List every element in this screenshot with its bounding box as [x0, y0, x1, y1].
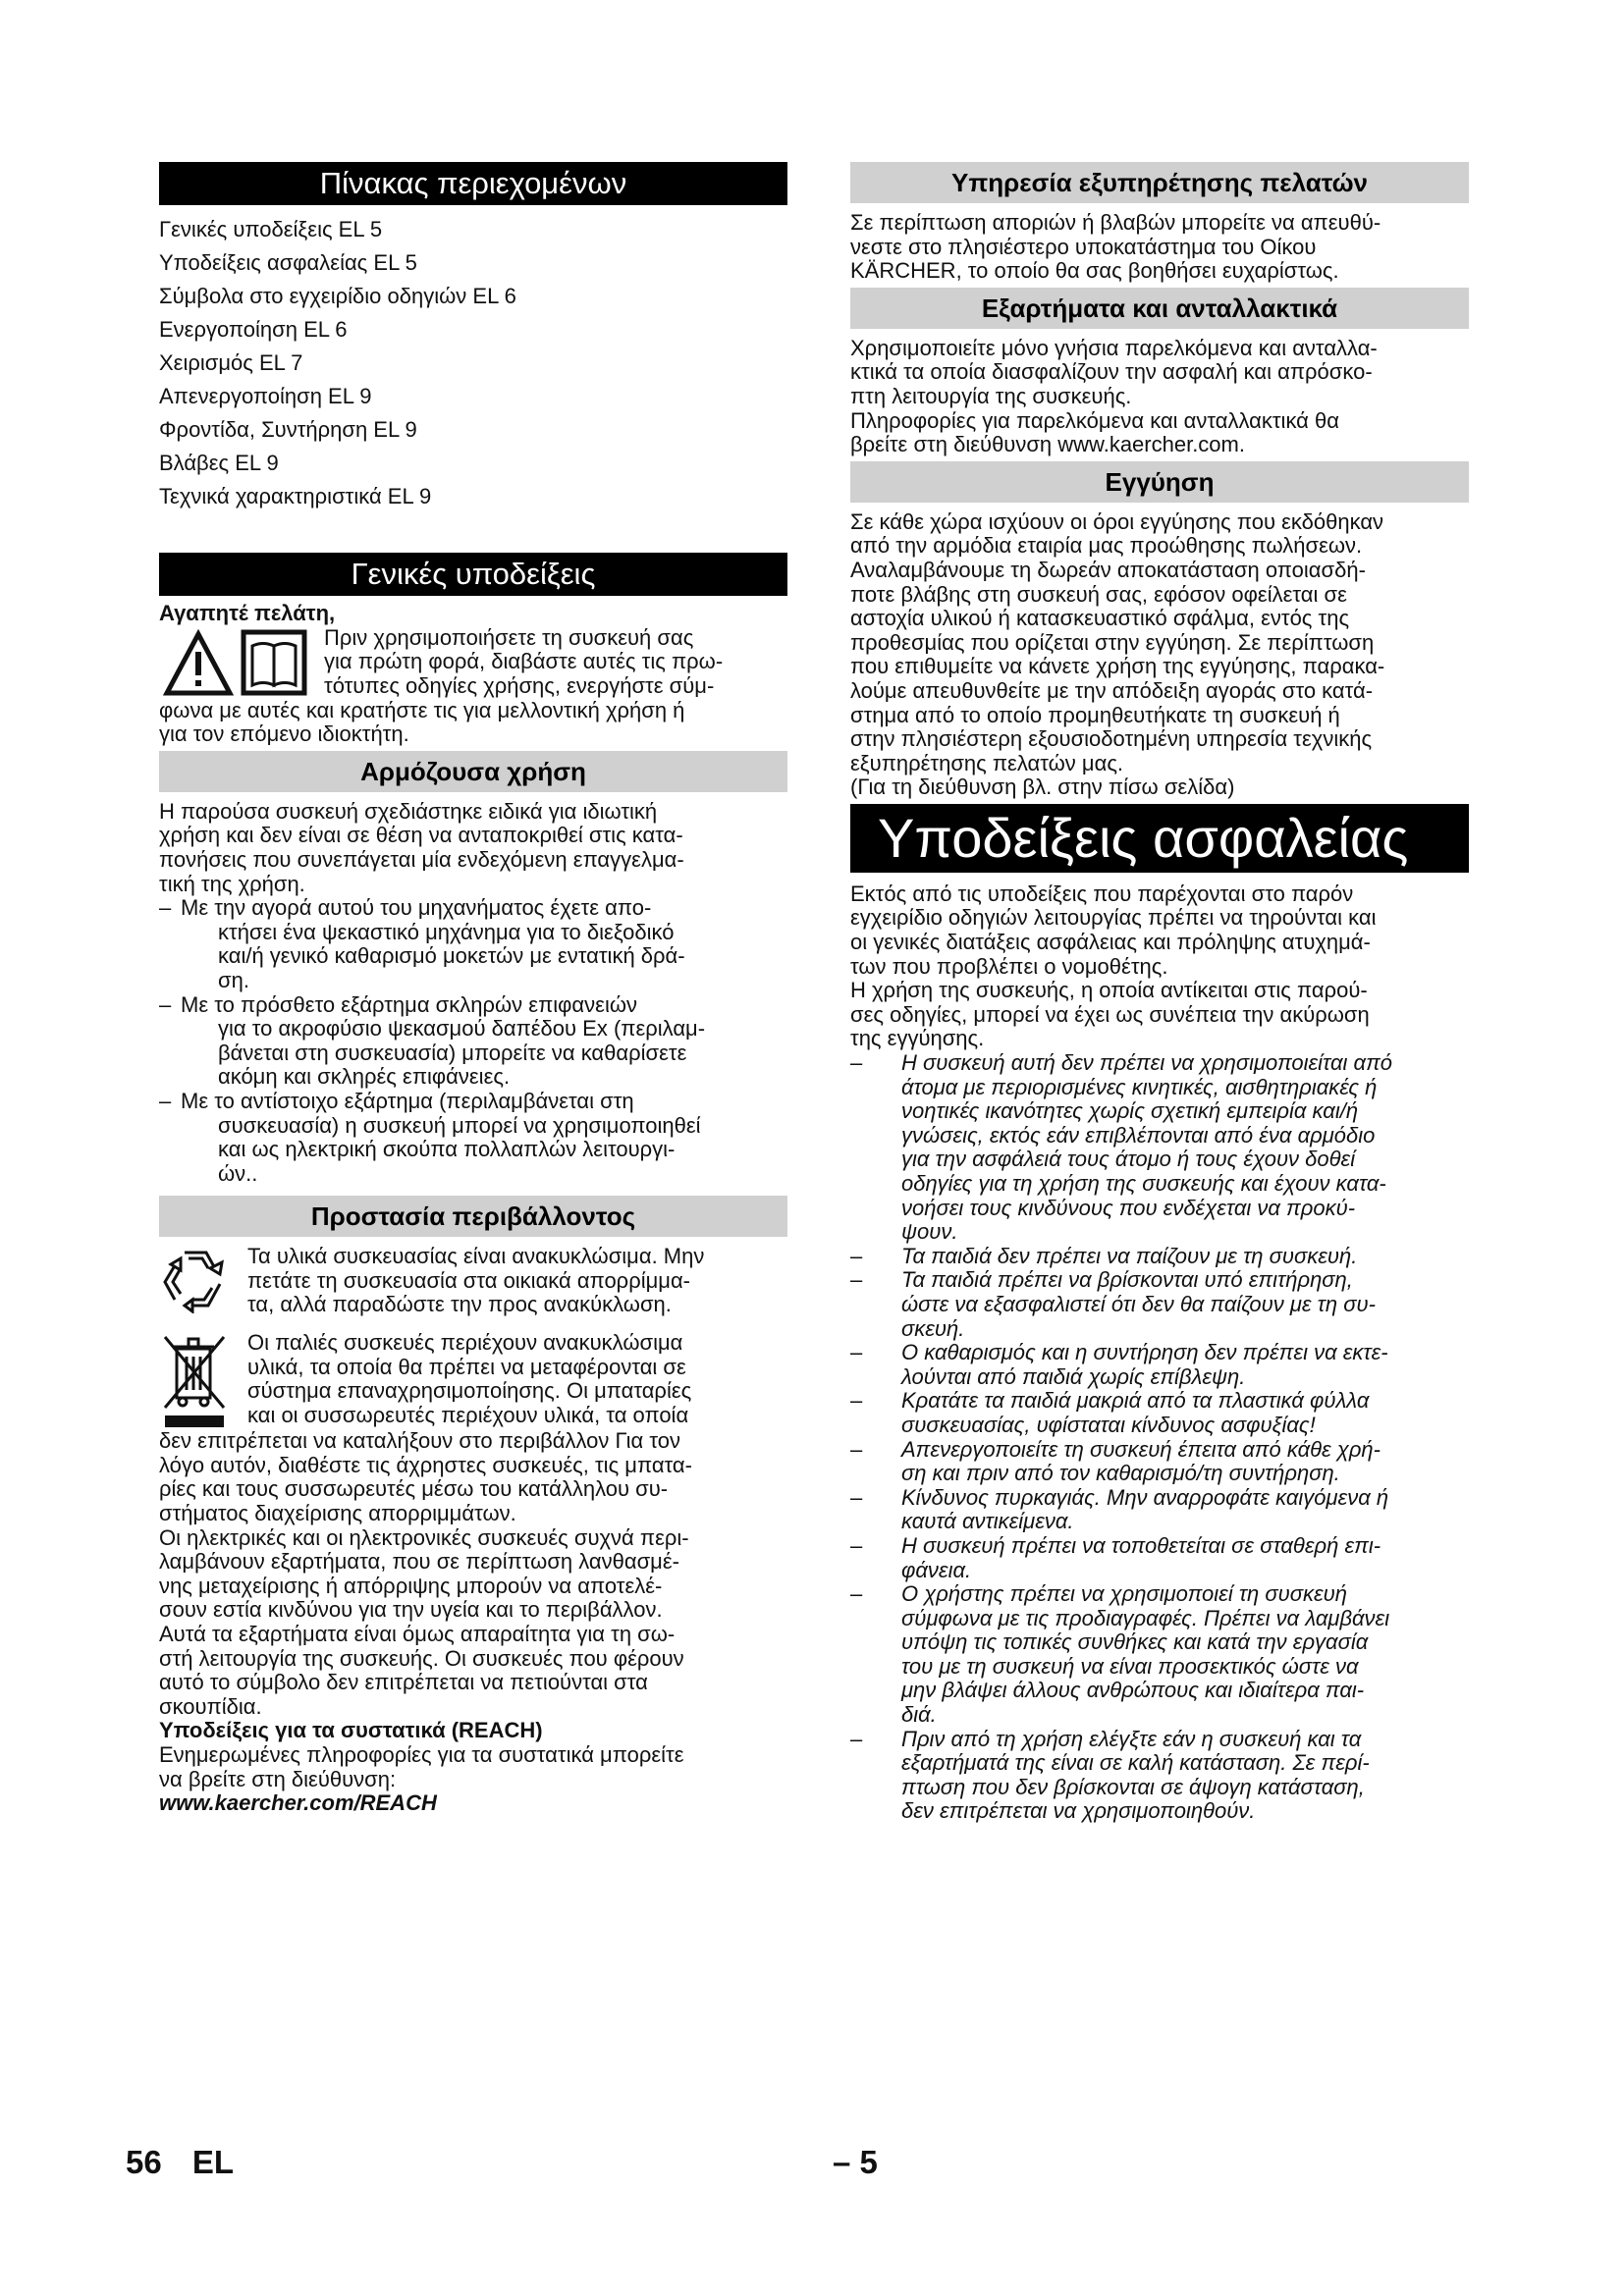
safety-item-line: του με τη συσκευή να είναι προσεκτικός ώστε να — [901, 1653, 1359, 1679]
safety-item: – Τα παιδιά δεν πρέπει να παίζουν με τη συσκευή. — [850, 1245, 1469, 1269]
weee-line: ρίες και τους συσσωρευτές μέσω του κατάλληλου συ- — [159, 1476, 669, 1502]
safety-item: – Απενεργοποιείτε τη συσκευή έπειτα από κάθε χρή- ση και πριν από τον καθαρισμό/τη συντήρηση. — [850, 1438, 1469, 1486]
intro-line: τότυπες οδηγίες χρήσης, ενεργήστε σύμ- — [324, 672, 715, 698]
recycle-icon — [159, 1245, 232, 1313]
accessories-line: βρείτε στη διεύθυνση www.kaercher.com. — [850, 432, 1245, 457]
safety-item-line: γνώσεις, εκτός εάν επιβλέπονται από ένα αρμόδιο — [901, 1122, 1376, 1148]
text-line: Η παρούσα συσκευή σχεδιάστηκε ειδικά για ιδιωτική — [159, 798, 658, 824]
text-line: χρήση και δεν είναι σε θέση να ανταποκριθεί στις κατα- — [159, 823, 683, 848]
safety-item-line: Κρατάτε τα παιδιά μακριά από τα πλαστικά φύλλα — [901, 1388, 1370, 1414]
bullet-line: και/ή γενικό καθαρισμό μοκετών με εντατική δρά- — [218, 943, 685, 969]
general-heading: Γενικές υποδείξεις — [159, 553, 787, 596]
safety-line: της εγγύησης. — [850, 1026, 985, 1051]
weee-line: στή λειτουργία της συσκευής. Οι συσκευές που φέρουν — [159, 1645, 684, 1671]
safety-item-line: Τα παιδιά δεν πρέπει να παίζουν με τη συσκευή. — [901, 1243, 1358, 1268]
weee-line: δεν επιτρέπεται να καταλήξουν στο περιβάλλον Για τον — [159, 1428, 680, 1454]
warranty-line: στημα από το οποίο προμηθευτήκατε τη συσκευή ή — [850, 702, 1340, 727]
weee-line: και οι συσσωρευτές περιέχουν υλικά, τα οποία — [247, 1403, 689, 1428]
accessories-line: πτη λειτουργία της συσκευής. — [850, 383, 1132, 408]
warranty-line: στην πλησιέστερη εξουσιοδοτημένη υπηρεσία τεχνικής — [850, 726, 1373, 752]
safety-line: των που προβλέπει ο νομοθέτης. — [850, 953, 1168, 979]
toc-item: Τεχνικά χαρακτηριστικά EL 9 — [159, 484, 432, 508]
weee-line: σουν εστία κινδύνου για την υγεία και το περιβάλλον. — [159, 1597, 663, 1623]
toc-item: Φροντίδα, Συντήρηση EL 9 — [159, 417, 417, 442]
bullet-line: ών.. — [218, 1160, 258, 1186]
safety-item-line: ψουν. — [901, 1219, 958, 1245]
right-column — [850, 162, 1469, 1824]
footer-left — [126, 2144, 234, 2181]
warranty-line: προθεσμίας που ορίζεται στην εγγύηση. Σε περίπτωση — [850, 629, 1375, 655]
safety-item-line: λούνται από παιδιά χωρίς επίβλεψη. — [901, 1363, 1246, 1389]
crossed-bin-icon — [159, 1331, 232, 1429]
safety-item-line: ση και πριν από τον καθαρισμό/τη συντήρηση. — [901, 1461, 1340, 1486]
weee-line: αυτό το σύμβολο δεν επιτρέπεται να πετιούνται στα — [159, 1670, 648, 1695]
recycle-notice — [159, 1245, 787, 1319]
bullet-line: Με το αντίστοιχο εξάρτημα (περιλαμβάνεται στη — [181, 1088, 634, 1113]
bullet-line: ση. — [218, 967, 249, 992]
toc-item: Ενεργοποίηση EL 6 — [159, 317, 348, 342]
service-line: Σε περίπτωση αποριών ή βλαβών μπορείτε να απευθύ- — [850, 210, 1381, 235]
safety-item: – Ο χρήστης πρέπει να χρησιμοποιεί τη συσκευή σύμφωνα με τις προδιαγραφές. Πρέπει να λαμβάνει υπόψη τις τοπικές συνθήκες και κατά την εργασία του με τη συσκευή να είναι προσεκτικός ώστε να μην βλάψει άλλους ανθρώπους και ιδιαίτερα παι- διά. — [850, 1582, 1469, 1728]
environment-heading: Προστασία περιβάλλοντος — [159, 1196, 787, 1237]
bullet-line: βάνεται στη συσκευασία) μπορείτε να καθαρίσετε — [218, 1040, 687, 1065]
manual-notice — [159, 626, 787, 699]
reach-line: Ενημερωμένες πληροφορίες για τα συστατικά μπορείτε — [159, 1742, 684, 1767]
toc-item: Γενικές υποδείξεις EL 5 — [159, 217, 383, 241]
safety-item-line: δεν επιτρέπεται να χρησιμοποιηθούν. — [901, 1798, 1256, 1824]
section-page-number: – 5 — [833, 2144, 878, 2180]
safety-item-line: Ο καθαρισμός και η συντήρηση δεν πρέπει να εκτε- — [901, 1340, 1388, 1365]
safety-line: εγχειρίδιο οδηγιών λειτουργίας πρέπει να τηρούνται και — [850, 905, 1377, 931]
weee-line: Οι ηλεκτρικές και οι ηλεκτρονικές συσκευές συχνά περι- — [159, 1524, 689, 1550]
safety-item-line: σύμφωνα με τις προδιαγραφές. Πρέπει να λαμβάνει — [901, 1605, 1390, 1630]
reach-heading: Υποδείξεις για τα συστατικά (REACH) — [159, 1718, 543, 1743]
weee-line: Αυτά τα εξαρτήματα είναι όμως απαραίτητα για τη σω- — [159, 1622, 676, 1647]
recycle-line: τα, αλλά παραδώστε την προς ανακύκλωση. — [247, 1292, 672, 1317]
safety-item-line: εξαρτήματά της είναι σε καλή κατάσταση. Σε περί- — [901, 1750, 1370, 1776]
safety-item-line: νοήσει τους κινδύνους που ενδέχεται να προκύ- — [901, 1195, 1356, 1220]
text-line: πονήσεις που συνεπάγεται μία ενδεχόμενη επαγγελμα- — [159, 846, 684, 872]
service-heading: Υπηρεσία εξυπηρέτησης πελατών — [850, 162, 1469, 203]
accessories-heading: Εξαρτήματα και ανταλλακτικά — [850, 288, 1469, 329]
warranty-line: ποτε βλάβης στη συσκευή σας, εφόσον οφείλεται σε — [850, 581, 1347, 607]
safety-item-line: άτομα με περιορισμένες κινητικές, αισθητηριακές ή — [901, 1074, 1378, 1099]
safety-item-line: πτωση που δεν βρίσκονται σε άψογη κατάσταση, — [901, 1774, 1365, 1799]
warranty-line: εξυπηρέτησης πελατών μας. — [850, 750, 1124, 775]
weee-line: λόγο αυτόν, διαθέστε τις άχρηστες συσκευές, τις μπατα- — [159, 1452, 692, 1477]
safety-line: σες οδηγίες, μπορεί να έχει ως συνέπεια την ακύρωση — [850, 1001, 1370, 1027]
footer-right — [833, 2144, 878, 2181]
safety-item-line: σκευή. — [901, 1315, 965, 1341]
safety-item-line: φάνεια. — [901, 1557, 972, 1582]
service-line: νεστε στο πλησιέστερο υποκατάστημα του Οίκου — [850, 234, 1317, 259]
warranty-line: (Για τη διεύθυνση βλ. στην πίσω σελίδα) — [850, 774, 1235, 800]
recycle-line: Τα υλικά συσκευασίας είναι ανακυκλώσιμα. Μην — [247, 1244, 705, 1269]
safety-item-line: Κίνδυνος πυρκαγιάς. Μην αναρροφάτε καιγόμενα ή — [901, 1484, 1389, 1510]
page-number: 56 — [126, 2144, 162, 2180]
safety-item-line: Ο χρήστης πρέπει να χρησιμοποιεί τη συσκευή — [901, 1581, 1347, 1607]
safety-item: – Τα παιδιά πρέπει να βρίσκονται υπό επιτήρηση, ώστε να εξασφαλιστεί ότι δεν θα παίζουν με τη συ- σκευή. — [850, 1268, 1469, 1341]
weee-line: λαμβάνουν εξαρτήματα, που σε περίπτωση λανθασμέ- — [159, 1549, 679, 1575]
safety-item: – Η συσκευή πρέπει να τοποθετείται σε σταθερή επι- φάνεια. — [850, 1534, 1469, 1582]
safety-item-line: Τα παιδιά πρέπει να βρίσκονται υπό επιτήρηση, — [901, 1267, 1353, 1293]
weee-line: σκουπίδια. — [159, 1693, 262, 1719]
safety-item: – Κρατάτε τα παιδιά μακριά από τα πλαστικά φύλλα συσκευασίας, υφίσταται κίνδυνος ασφυξίας! — [850, 1389, 1469, 1437]
safety-item-line: συσκευασίας, υφίσταται κίνδυνος ασφυξίας! — [901, 1412, 1316, 1437]
safety-item: – Ο καθαρισμός και η συντήρηση δεν πρέπει να εκτε- λούνται από παιδιά χωρίς επίβλεψη. — [850, 1341, 1469, 1389]
warranty-heading: Εγγύηση — [850, 461, 1469, 503]
warranty-line: λούμε απευθυνθείτε με την απόδειξη αγοράς στο κατά- — [850, 677, 1374, 703]
safety-title: Υποδείξεις ασφαλείας — [850, 804, 1469, 873]
toc-item: Χειρισμός EL 7 — [159, 350, 303, 375]
bullet-line: Με το πρόσθετο εξάρτημα σκληρών επιφανειών — [181, 991, 638, 1017]
safety-item-line: για την ασφάλειά τους άτομο ή τους έχουν δοθεί — [901, 1147, 1356, 1172]
toc-list — [159, 213, 787, 513]
weee-line: νης μεταχείρισης ή απόρριψης μπορούν να αποτελέ- — [159, 1573, 663, 1598]
safety-item-line: οδηγίες για τη χρήση της συσκευής και έχουν κατα- — [901, 1171, 1386, 1196]
toc-item: Σύμβολα στο εγχειρίδιο οδηγιών EL 6 — [159, 284, 516, 308]
warranty-line: που επιθυμείτε να κάνετε χρήση της εγγύησης, παρακα- — [850, 654, 1385, 679]
toc-heading: Πίνακας περιεχομένων — [159, 162, 787, 205]
accessories-line: κτικά τα οποία διασφαλίζουν την ασφαλή και απρόσκο- — [850, 359, 1373, 385]
language-code: EL — [191, 2144, 235, 2180]
safety-item-line: Η συσκευή πρέπει να τοποθετείται σε σταθερή επι- — [901, 1532, 1381, 1558]
warranty-line: από την αρμόδια εταιρία μας προώθησης πωλήσεων. — [850, 533, 1363, 559]
safety-item-line: μην βλάψει άλλους ανθρώπους και ιδιαίτερα παι- — [901, 1678, 1365, 1703]
weee-notice — [159, 1331, 787, 1429]
weee-line: στήματος διαχείρισης απορριμμάτων. — [159, 1501, 516, 1526]
accessories-line: Πληροφορίες για παρελκόμενα και ανταλλακτικά θα — [850, 407, 1339, 433]
intro-line: φωνα με αυτές και κρατήστε τις για μελλοντική χρήση ή — [159, 697, 685, 722]
warranty-line: Σε κάθε χώρα ισχύουν οι όροι εγγύησης που εκδόθηκαν — [850, 508, 1384, 534]
weee-line: Οι παλιές συσκευές περιέχουν ανακυκλώσιμα — [247, 1330, 683, 1356]
safety-item-line: ώστε να εξασφαλιστεί ότι δεν θα παίζουν με τη συ- — [901, 1291, 1376, 1316]
warning-read-manual-icon — [163, 628, 310, 697]
warranty-line: αστοχία υλικού ή κατασκευαστικό σφάλμα, εντός της — [850, 606, 1350, 631]
intro-line: για πρώτη φορά, διαβάστε αυτές τις πρω- — [324, 649, 724, 674]
safety-line: οι γενικές διατάξεις ασφάλειας και πρόληψης ατυχημά- — [850, 930, 1371, 955]
warranty-line: Αναλαμβάνουμε τη δωρεάν αποκατάσταση οποιασδή- — [850, 557, 1366, 582]
weee-line: υλικά, τα οποία θα πρέπει να μεταφέρονται σε — [247, 1354, 686, 1379]
left-column — [159, 162, 787, 1816]
safety-item-line: υπόψη τις τοπικές συνθήκες και κατά την εργασία — [901, 1629, 1369, 1655]
safety-item-line: νοητικές ικανότητες χωρίς σχετική εμπειρία και/ή — [901, 1098, 1359, 1124]
safety-item-line: διά. — [901, 1702, 937, 1728]
use-bullet: – Με την αγορά αυτού του μηχανήματος έχετε απο- κτήσει ένα ψεκαστικό μηχάνημα για το διεξοδικό και/ή γενικό καθαρισμό μοκετών με εντατική δρά- ση. — [159, 896, 787, 992]
bullet-line: για το ακροφύσιο ψεκασμού δαπέδου Ex (περιλαμ- — [218, 1016, 706, 1041]
bullet-line: ακόμη και σκληρές επιφάνειες. — [218, 1064, 511, 1090]
intended-use-heading: Αρμόζουσα χρήση — [159, 751, 787, 792]
safety-item-line: καυτά αντικείμενα. — [901, 1509, 1074, 1534]
use-bullet: – Με το πρόσθετο εξάρτημα σκληρών επιφανειών για το ακροφύσιο ψεκασμού δαπέδου Ex (περιλαμ- βάνεται στη συσκευασία) μπορείτε να καθαρίσετε ακόμη και σκληρές επιφάνειες. — [159, 993, 787, 1090]
safety-item: – Η συσκευή αυτή δεν πρέπει να χρησιμοποιείται από άτομα με περιορισμένες κινητικές, αισθητηριακές ή νοητικές ικανότητες χωρίς σχετική εμπειρία και/ή γνώσεις, εκτός εάν επιβλέπονται από ένα αρμόδιο για την ασφάλειά τους άτομο ή τους έχουν δοθεί οδηγίες για τη χρήση της συσκευής και έχουν κατα- νοήσει τους κινδύνους που ενδέχεται να προκύ- ψουν. — [850, 1051, 1469, 1245]
recycle-line: πετάτε τη συσκευασία στα οικιακά απορρίμμα- — [247, 1267, 690, 1293]
safety-item-line: Απενεργοποιείτε τη συσκευή έπειτα από κάθε χρή- — [901, 1436, 1380, 1462]
use-bullet: – Με το αντίστοιχο εξάρτημα (περιλαμβάνεται στη συσκευασία) η συσκευή μπορεί να χρησιμοποιηθεί και ως ηλεκτρική σκούπα πολλαπλών λειτουργι- ών.. — [159, 1090, 787, 1186]
reach-link[interactable]: www.kaercher.com/REACH — [159, 1790, 437, 1816]
bullet-line: συσκευασία) η συσκευή μπορεί να χρησιμοποιηθεί — [218, 1112, 701, 1138]
safety-item-line: Πριν από τη χρήση ελέγξτε εάν η συσκευή και τα — [901, 1726, 1362, 1751]
toc-item: Υποδείξεις ασφαλείας EL 5 — [159, 250, 417, 275]
intro-line: Πριν χρησιμοποιήσετε τη συσκευή σας — [324, 624, 694, 650]
safety-item: – Κίνδυνος πυρκαγιάς. Μην αναρροφάτε καιγόμενα ή καυτά αντικείμενα. — [850, 1486, 1469, 1534]
bullet-line: και ως ηλεκτρική σκούπα πολλαπλών λειτουργι- — [218, 1137, 676, 1162]
bullet-line: Με την αγορά αυτού του μηχανήματος έχετε απο- — [181, 895, 652, 921]
bullet-line: κτήσει ένα ψεκαστικό μηχάνημα για το διεξοδικό — [218, 919, 675, 944]
toc-item: Απενεργοποίηση EL 9 — [159, 384, 372, 408]
intro-line: για τον επόμενο ιδιοκτήτη. — [159, 721, 409, 747]
toc-item: Βλάβες EL 9 — [159, 451, 279, 475]
service-line: KÄRCHER, το οποίο θα σας βοηθήσει ευχαρίστως. — [850, 258, 1339, 284]
accessories-line: Χρησιμοποιείτε μόνο γνήσια παρελκόμενα και ανταλλα- — [850, 335, 1378, 360]
weee-line: σύστημα επαναχρησιμοποίησης. Οι μπαταρίες — [247, 1378, 692, 1404]
reach-line: να βρείτε στη διεύθυνση: — [159, 1766, 397, 1791]
safety-item-line: Η συσκευή αυτή δεν πρέπει να χρησιμοποιείται από — [901, 1050, 1393, 1076]
text-line: τική της χρήση. — [159, 871, 305, 896]
safety-item: – Πριν από τη χρήση ελέγξτε εάν η συσκευή και τα εξαρτήματά της είναι σε καλή κατάσταση. Σε περί- πτωση που δεν βρίσκονται σε άψογη κατάσταση, δεν επιτρέπεται να χρησιμοποιηθούν. — [850, 1728, 1469, 1824]
greeting: Αγαπητέ πελάτη, — [159, 601, 336, 625]
safety-line: Η χρήση της συσκευής, η οποία αντίκειται στις παρού- — [850, 978, 1368, 1003]
safety-line: Εκτός από τις υποδείξεις που παρέχονται στο παρόν — [850, 881, 1354, 906]
